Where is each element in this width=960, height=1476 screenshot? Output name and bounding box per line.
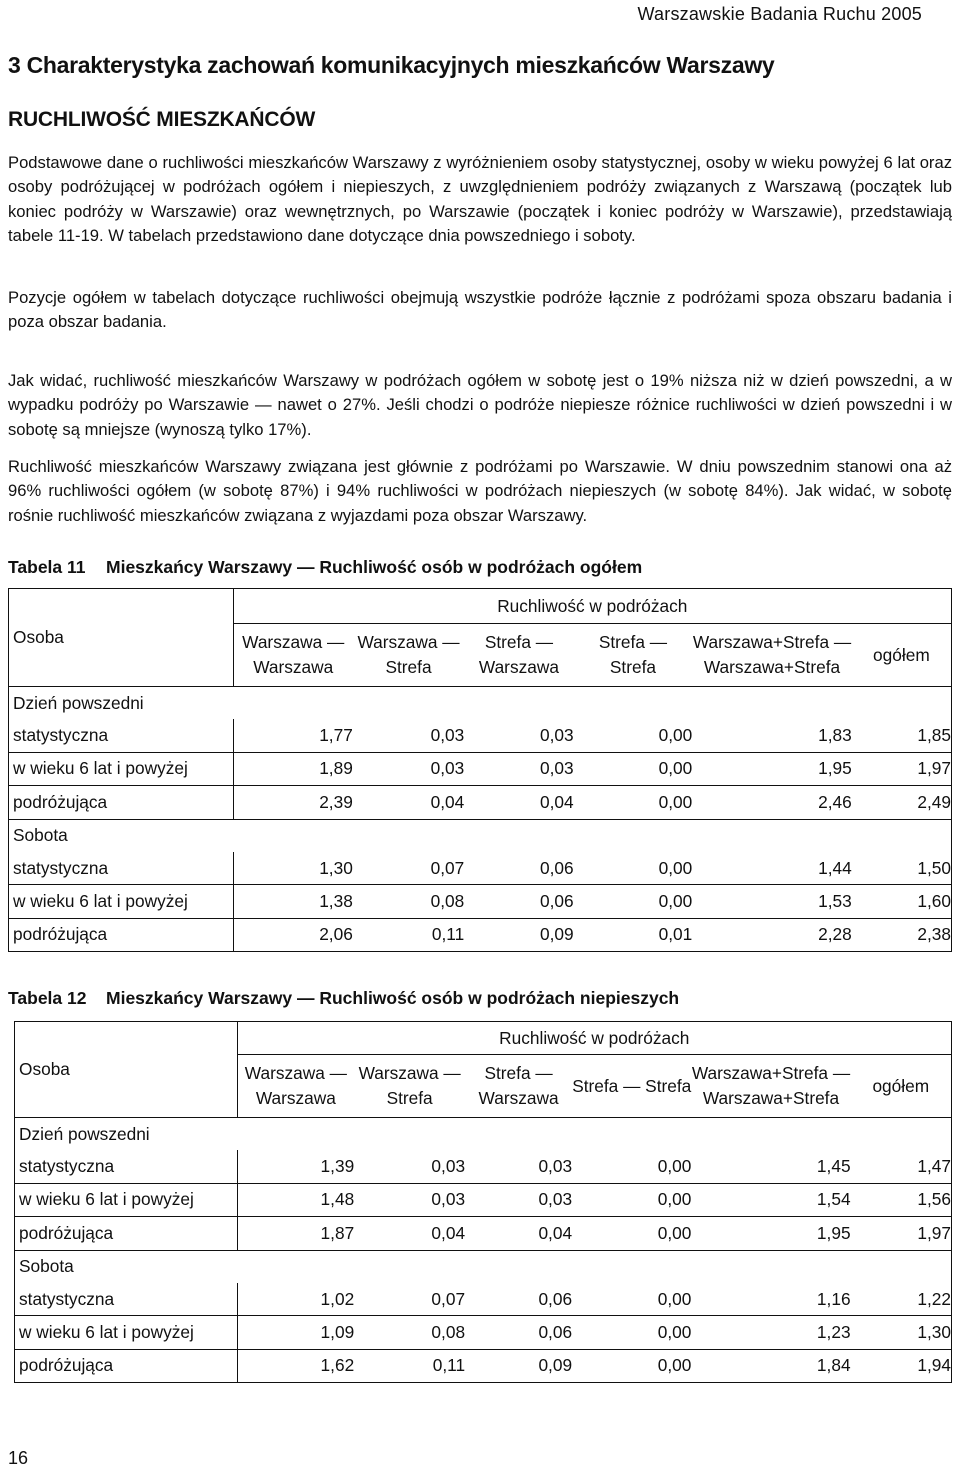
row-label: w wieku 6 lat i powyżej: [15, 1316, 238, 1349]
table-cell: 0,06: [464, 852, 573, 885]
running-head: Warszawskie Badania Ruchu 2005: [637, 4, 922, 24]
table-row: [9, 786, 952, 819]
table-row: [15, 1217, 952, 1250]
column-header-line: Strefa — Strefa: [598, 632, 668, 677]
table-cell: 0,03: [465, 1183, 572, 1216]
table-cell: 0,04: [354, 1217, 465, 1250]
column-header: [691, 1055, 850, 1118]
table-group-row: [9, 687, 952, 720]
table-cell: 0,08: [353, 885, 464, 918]
column-header-line: Strefa —: [484, 632, 554, 652]
group-label: Dzień powszedni: [15, 1118, 952, 1151]
table-row: [9, 752, 952, 785]
column-header: [237, 1055, 354, 1118]
row-label: w wieku 6 lat i powyżej: [9, 885, 234, 918]
table-12-number: Tabela 12: [8, 988, 87, 1008]
table-group-row: [15, 1250, 952, 1283]
row-label: w wieku 6 lat i powyżej: [9, 752, 234, 785]
column-header-line: ogółem: [873, 644, 930, 665]
column-header-line: Warszawa: [255, 1088, 336, 1108]
column-header-line: Warszawa —: [242, 632, 345, 652]
table-row: [15, 1283, 952, 1316]
table-cell: 0,03: [354, 1150, 465, 1183]
page-number: 16: [8, 1448, 29, 1468]
table-cell: 0,07: [354, 1283, 465, 1316]
row-label: statystyczna: [9, 719, 234, 752]
table-cell: 1,09: [237, 1316, 354, 1349]
table-cell: 2,38: [852, 918, 952, 951]
table-cell: 0,00: [574, 719, 693, 752]
table-cell: 0,00: [574, 786, 693, 819]
row-label: podróżująca: [15, 1217, 238, 1250]
table-cell: 1,62: [237, 1349, 354, 1382]
table-cell: 1,95: [692, 752, 852, 785]
column-header-line: ogółem: [872, 1075, 930, 1096]
table-cell: 0,03: [465, 1150, 572, 1183]
table-header-row: [15, 1022, 952, 1055]
table-cell: 0,00: [572, 1316, 691, 1349]
table-cell: 1,39: [237, 1150, 354, 1183]
table-group-row: [9, 819, 952, 852]
table-cell: 0,04: [464, 786, 573, 819]
table-cell: 0,03: [353, 719, 464, 752]
table-12: [14, 1021, 952, 1383]
column-header: [353, 624, 464, 687]
table-row: [9, 852, 952, 885]
table-cell: 1,53: [692, 885, 852, 918]
table-cell: 0,06: [465, 1283, 572, 1316]
column-header: [465, 1055, 572, 1118]
table-cell: 2,06: [233, 918, 353, 951]
table-cell: 0,00: [574, 852, 693, 885]
column-header-line: Warszawa+Strefa —: [692, 632, 852, 652]
table-header-row: [9, 589, 952, 624]
table-cell: 1,77: [233, 719, 353, 752]
column-header-line: Warszawa —: [358, 1063, 461, 1083]
column-header-line: Warszawa+Strefa —: [691, 1063, 851, 1083]
table-cell: 1,16: [691, 1283, 850, 1316]
table-cell: 1,45: [691, 1150, 850, 1183]
column-header-line: Strefa: [386, 1088, 433, 1108]
table-cell: 1,47: [851, 1150, 952, 1183]
paragraph-1: Podstawowe dane o ruchliwości mieszkańców Warszawy z wyróżnieniem osoby statystycznej, osoby w wieku powyżej 6 lat oraz osoby podróżującej w podróżach ogółem i niepieszych, z uwzględnieniem podróży związanych z Warszawą (początek lub koniec podróży w Warszawie) oraz wewnętrznych, po Warszawie (początek i koniec podróży w Warszawie), przedstawiają tabele 11-19. W tabelach przedstawiono dane dotyczące dnia powszedniego i soboty.: [8, 153, 952, 245]
table-cell: 1,02: [237, 1283, 354, 1316]
table-12-caption: [8, 988, 679, 1009]
header-osoba: Osoba: [15, 1022, 238, 1118]
table-row: [9, 885, 952, 918]
column-header-line: Strefa: [385, 657, 432, 677]
column-header-line: Warszawa: [478, 657, 559, 677]
table-row: [9, 719, 952, 752]
table-group-row: [15, 1118, 952, 1151]
table-cell: 1,84: [691, 1349, 850, 1382]
table-row: [15, 1150, 952, 1183]
table-cell: 0,00: [572, 1349, 691, 1382]
table-cell: 1,22: [851, 1283, 952, 1316]
table-cell: 1,56: [851, 1183, 952, 1216]
column-header-line: Warszawa —: [244, 1063, 347, 1083]
table-cell: 1,38: [233, 885, 353, 918]
section-title: RUCHLIWOŚĆ MIESZKAŃCÓW: [8, 108, 316, 131]
column-header: [852, 624, 952, 687]
table-cell: 2,28: [692, 918, 852, 951]
group-label: Dzień powszedni: [9, 687, 952, 720]
table-cell: 2,39: [233, 786, 353, 819]
row-label: podróżująca: [15, 1349, 238, 1382]
table-cell: 0,03: [464, 719, 573, 752]
paragraph-2: Pozycje ogółem w tabelach dotyczące ruchliwości obejmują wszystkie podróże łącznie z podróżami spoza obszaru badania i poza obszar badania.: [8, 288, 952, 332]
table-cell: 1,54: [691, 1183, 850, 1216]
table-cell: 1,44: [692, 852, 852, 885]
table-cell: 1,30: [851, 1316, 952, 1349]
table-cell: 1,85: [852, 719, 952, 752]
table-cell: 2,46: [692, 786, 852, 819]
group-label: Sobota: [15, 1250, 952, 1283]
column-header-line: Warszawa+Strefa: [702, 1088, 840, 1108]
table-cell: 0,01: [574, 918, 693, 951]
table-cell: 1,83: [692, 719, 852, 752]
table-cell: 0,03: [464, 752, 573, 785]
table-cell: 0,00: [572, 1283, 691, 1316]
table-cell: 0,04: [353, 786, 464, 819]
column-header-line: Warszawa+Strefa: [703, 657, 841, 677]
column-header: [354, 1055, 465, 1118]
table-cell: 0,00: [572, 1217, 691, 1250]
table-cell: 1,30: [233, 852, 353, 885]
column-header: [851, 1055, 952, 1118]
table-cell: 1,23: [691, 1316, 850, 1349]
table-11-number: Tabela 11: [8, 557, 86, 577]
table-cell: 0,03: [353, 752, 464, 785]
table-cell: 0,00: [572, 1183, 691, 1216]
table-row: [15, 1183, 952, 1216]
header-ruchliwosc: Ruchliwość w podróżach: [233, 589, 951, 624]
table-cell: 0,09: [465, 1349, 572, 1382]
table-11-title: Mieszkańcy Warszawy — Ruchliwość osób w podróżach ogółem: [106, 557, 643, 577]
header-ruchliwosc: Ruchliwość w podróżach: [237, 1022, 951, 1055]
column-header: [574, 624, 693, 687]
column-header: [692, 624, 852, 687]
column-header-line: Strefa — Strefa: [572, 1075, 692, 1096]
table-cell: 1,60: [852, 885, 952, 918]
table-cell: 1,97: [852, 752, 952, 785]
row-label: podróżująca: [9, 786, 234, 819]
table-cell: 1,48: [237, 1183, 354, 1216]
column-header-line: Warszawa —: [357, 632, 460, 652]
row-label: statystyczna: [15, 1150, 238, 1183]
column-header-line: Warszawa: [253, 657, 334, 677]
table-cell: 0,00: [572, 1150, 691, 1183]
table-12-title: Mieszkańcy Warszawy — Ruchliwość osób w podróżach niepieszych: [106, 988, 680, 1008]
table-cell: 1,50: [852, 852, 952, 885]
table-cell: 0,08: [354, 1316, 465, 1349]
column-header: [572, 1055, 691, 1118]
table-row: [15, 1349, 952, 1382]
table-row: [15, 1316, 952, 1349]
paragraph-4: Ruchliwość mieszkańców Warszawy związana jest głównie z podróżami po Warszawie. W dniu powszednim stanowi ona aż 96% ruchliwości ogółem (w sobotę 87%) i 94% ruchliwości w podróżach niepieszych (w sobotę 84%). Jak widać, w sobotę rośnie ruchliwość mieszkańców związana z wyjazdami poza obszar Warszawy.: [8, 457, 952, 525]
table-cell: 0,00: [574, 885, 693, 918]
column-header-line: Strefa —: [484, 1063, 553, 1083]
paragraph-3: Jak widać, ruchliwość mieszkańców Warszawy w podróżach ogółem w sobotę jest o 19% niższa niż w dzień powszedni, a w wypadku podróży po Warszawie — nawet o 27%. Jeśli chodzi o podróże niepiesze różnice ruchliwości w dzień powszedni i w sobotę są mniejsze (wynoszą tylko 17%).: [8, 371, 952, 439]
table-cell: 0,11: [353, 918, 464, 951]
table-row: [9, 918, 952, 951]
table-11-caption: [8, 557, 642, 578]
column-header: [233, 624, 353, 687]
row-label: statystyczna: [9, 852, 234, 885]
group-label: Sobota: [9, 819, 952, 852]
table-cell: 2,49: [852, 786, 952, 819]
header-osoba: Osoba: [9, 589, 234, 687]
table-cell: 0,06: [464, 885, 573, 918]
table-cell: 1,89: [233, 752, 353, 785]
table-cell: 0,09: [464, 918, 573, 951]
table-cell: 0,03: [354, 1183, 465, 1216]
table-cell: 0,00: [574, 752, 693, 785]
table-11: [8, 588, 952, 952]
column-header-line: Warszawa: [478, 1088, 559, 1108]
table-cell: 0,06: [465, 1316, 572, 1349]
row-label: podróżująca: [9, 918, 234, 951]
table-cell: 1,95: [691, 1217, 850, 1250]
table-cell: 1,97: [851, 1217, 952, 1250]
chapter-title: 3 Charakterystyka zachowań komunikacyjnych mieszkańców Warszawy: [8, 52, 775, 78]
column-header: [464, 624, 573, 687]
row-label: statystyczna: [15, 1283, 238, 1316]
table-cell: 1,87: [237, 1217, 354, 1250]
row-label: w wieku 6 lat i powyżej: [15, 1183, 238, 1216]
table-cell: 0,07: [353, 852, 464, 885]
table-cell: 1,94: [851, 1349, 952, 1382]
table-cell: 0,11: [354, 1349, 465, 1382]
table-cell: 0,04: [465, 1217, 572, 1250]
